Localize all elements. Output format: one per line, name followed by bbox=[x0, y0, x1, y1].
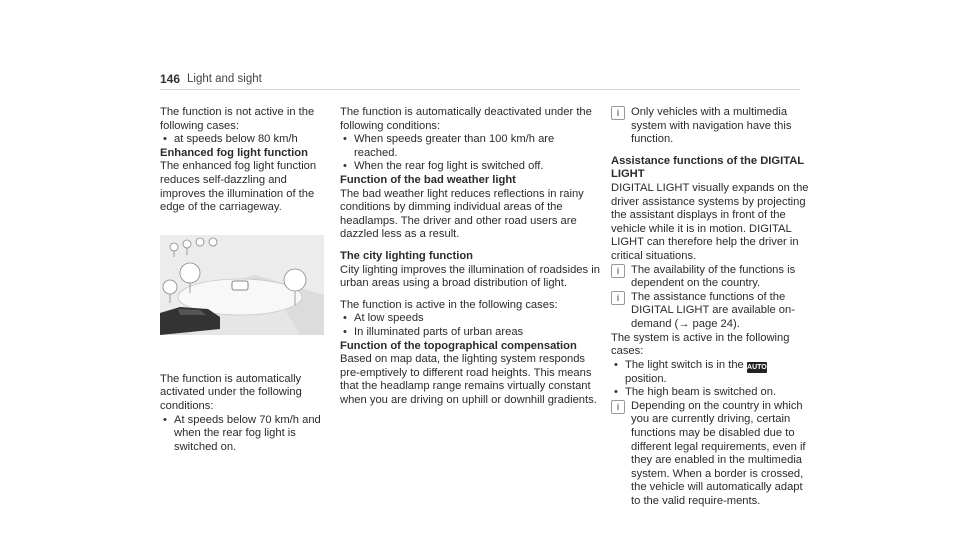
fog-light-illustration-svg bbox=[160, 235, 324, 335]
city-lighting-heading: The city lighting function bbox=[340, 249, 473, 262]
list-item: • When speeds greater than 100 km/h are reached. bbox=[340, 133, 600, 160]
c2-bullet-list-2 bbox=[340, 312, 600, 339]
enhanced-fog-heading: Enhanced fog light function bbox=[160, 146, 308, 159]
list-item: • At low speeds bbox=[340, 312, 600, 326]
column-1 bbox=[160, 106, 324, 454]
city-lighting-intro: The function is active in the following cases: bbox=[340, 298, 558, 311]
c3-bullet-list bbox=[611, 359, 811, 400]
c1-bullet-list-1 bbox=[160, 133, 324, 147]
c1-after-figure: The function is automatically activated under the following conditions: bbox=[160, 372, 302, 412]
page-title: Light and sight bbox=[187, 73, 262, 85]
c1-bullet-list-2 bbox=[160, 414, 324, 455]
bullet-text: position. bbox=[625, 372, 667, 385]
auto-switch-icon: AUTO bbox=[747, 363, 767, 371]
bad-weather-heading: Function of the bad weather light bbox=[340, 173, 516, 186]
list-item: • In illuminated parts of urban areas bbox=[340, 326, 600, 340]
page-number: 146 bbox=[160, 72, 181, 86]
note-text: Depending on the country in which you are currently driving, certain functions may be disabled due to different legal requirements, even if they are enabled in the multimedia system. When a border is crossed, the vehicle will automatically adapt to the valid require-ments. bbox=[631, 399, 806, 508]
note-3 bbox=[611, 291, 811, 332]
c2-bullet-list-1 bbox=[340, 133, 600, 174]
note-1 bbox=[611, 106, 811, 147]
city-lighting-text: City lighting improves the illumination of roadsides in urban areas using a broad distribution of light. bbox=[340, 263, 600, 290]
list-item: • at speeds below 80 km/h bbox=[160, 133, 324, 147]
topographical-text: Based on map data, the lighting system responds pre-emptively to different road heights. This means that the headlamp range remains virtually constant when you are driving on uphill or downhill gradients. bbox=[340, 353, 597, 406]
list-item: • At speeds below 70 km/h and when the rear fog light is switched on. bbox=[160, 414, 324, 455]
info-note-icon: i bbox=[611, 291, 625, 305]
header-rule bbox=[160, 89, 800, 90]
note-4 bbox=[611, 400, 811, 509]
bullet-text: The light switch is in the bbox=[625, 358, 744, 371]
active-intro: The system is active in the following cases: bbox=[611, 331, 790, 358]
fog-light-illustration bbox=[160, 235, 324, 335]
list-item bbox=[611, 359, 811, 387]
digital-light-text: DIGITAL LIGHT visually expands on the driver assistance systems by projecting the assistant displays in front of the vehicle while it is in motion. DIGITAL LIGHT can therefore help the driver in critical situations. bbox=[611, 181, 809, 262]
c1-intro: The function is not active in the following cases: bbox=[160, 106, 315, 132]
note-2 bbox=[611, 264, 811, 291]
column-2 bbox=[340, 106, 600, 407]
topographical-heading: Function of the topographical compensation bbox=[340, 339, 577, 352]
info-note-icon: i bbox=[611, 264, 625, 278]
list-item: • The high beam is switched on. bbox=[611, 386, 811, 400]
c2-intro: The function is automatically deactivated under the following conditions: bbox=[340, 106, 592, 132]
page-header bbox=[160, 73, 800, 89]
info-note-icon: i bbox=[611, 400, 625, 414]
enhanced-fog-text: The enhanced fog light function reduces self-dazzling and improves the illumination of the edge of the carriageway. bbox=[160, 160, 317, 214]
info-note-icon: i bbox=[611, 106, 625, 120]
column-3 bbox=[611, 106, 811, 509]
note-text: The assistance functions of the DIGITAL LIGHT are available on-demand (→ page 24). bbox=[631, 290, 795, 330]
bad-weather-text: The bad weather light reduces reflections in rainy conditions by dimming individual areas of the headlamps. The driver and other road users are dazzled less as a result. bbox=[340, 187, 584, 241]
digital-light-heading: Assistance functions of the DIGITAL LIGHT bbox=[611, 154, 804, 181]
note-text: Only vehicles with a multimedia system with navigation have this function. bbox=[631, 106, 792, 146]
list-item: • When the rear fog light is switched off. bbox=[340, 160, 600, 174]
note-text: The availability of the functions is dependent on the country. bbox=[631, 263, 796, 290]
